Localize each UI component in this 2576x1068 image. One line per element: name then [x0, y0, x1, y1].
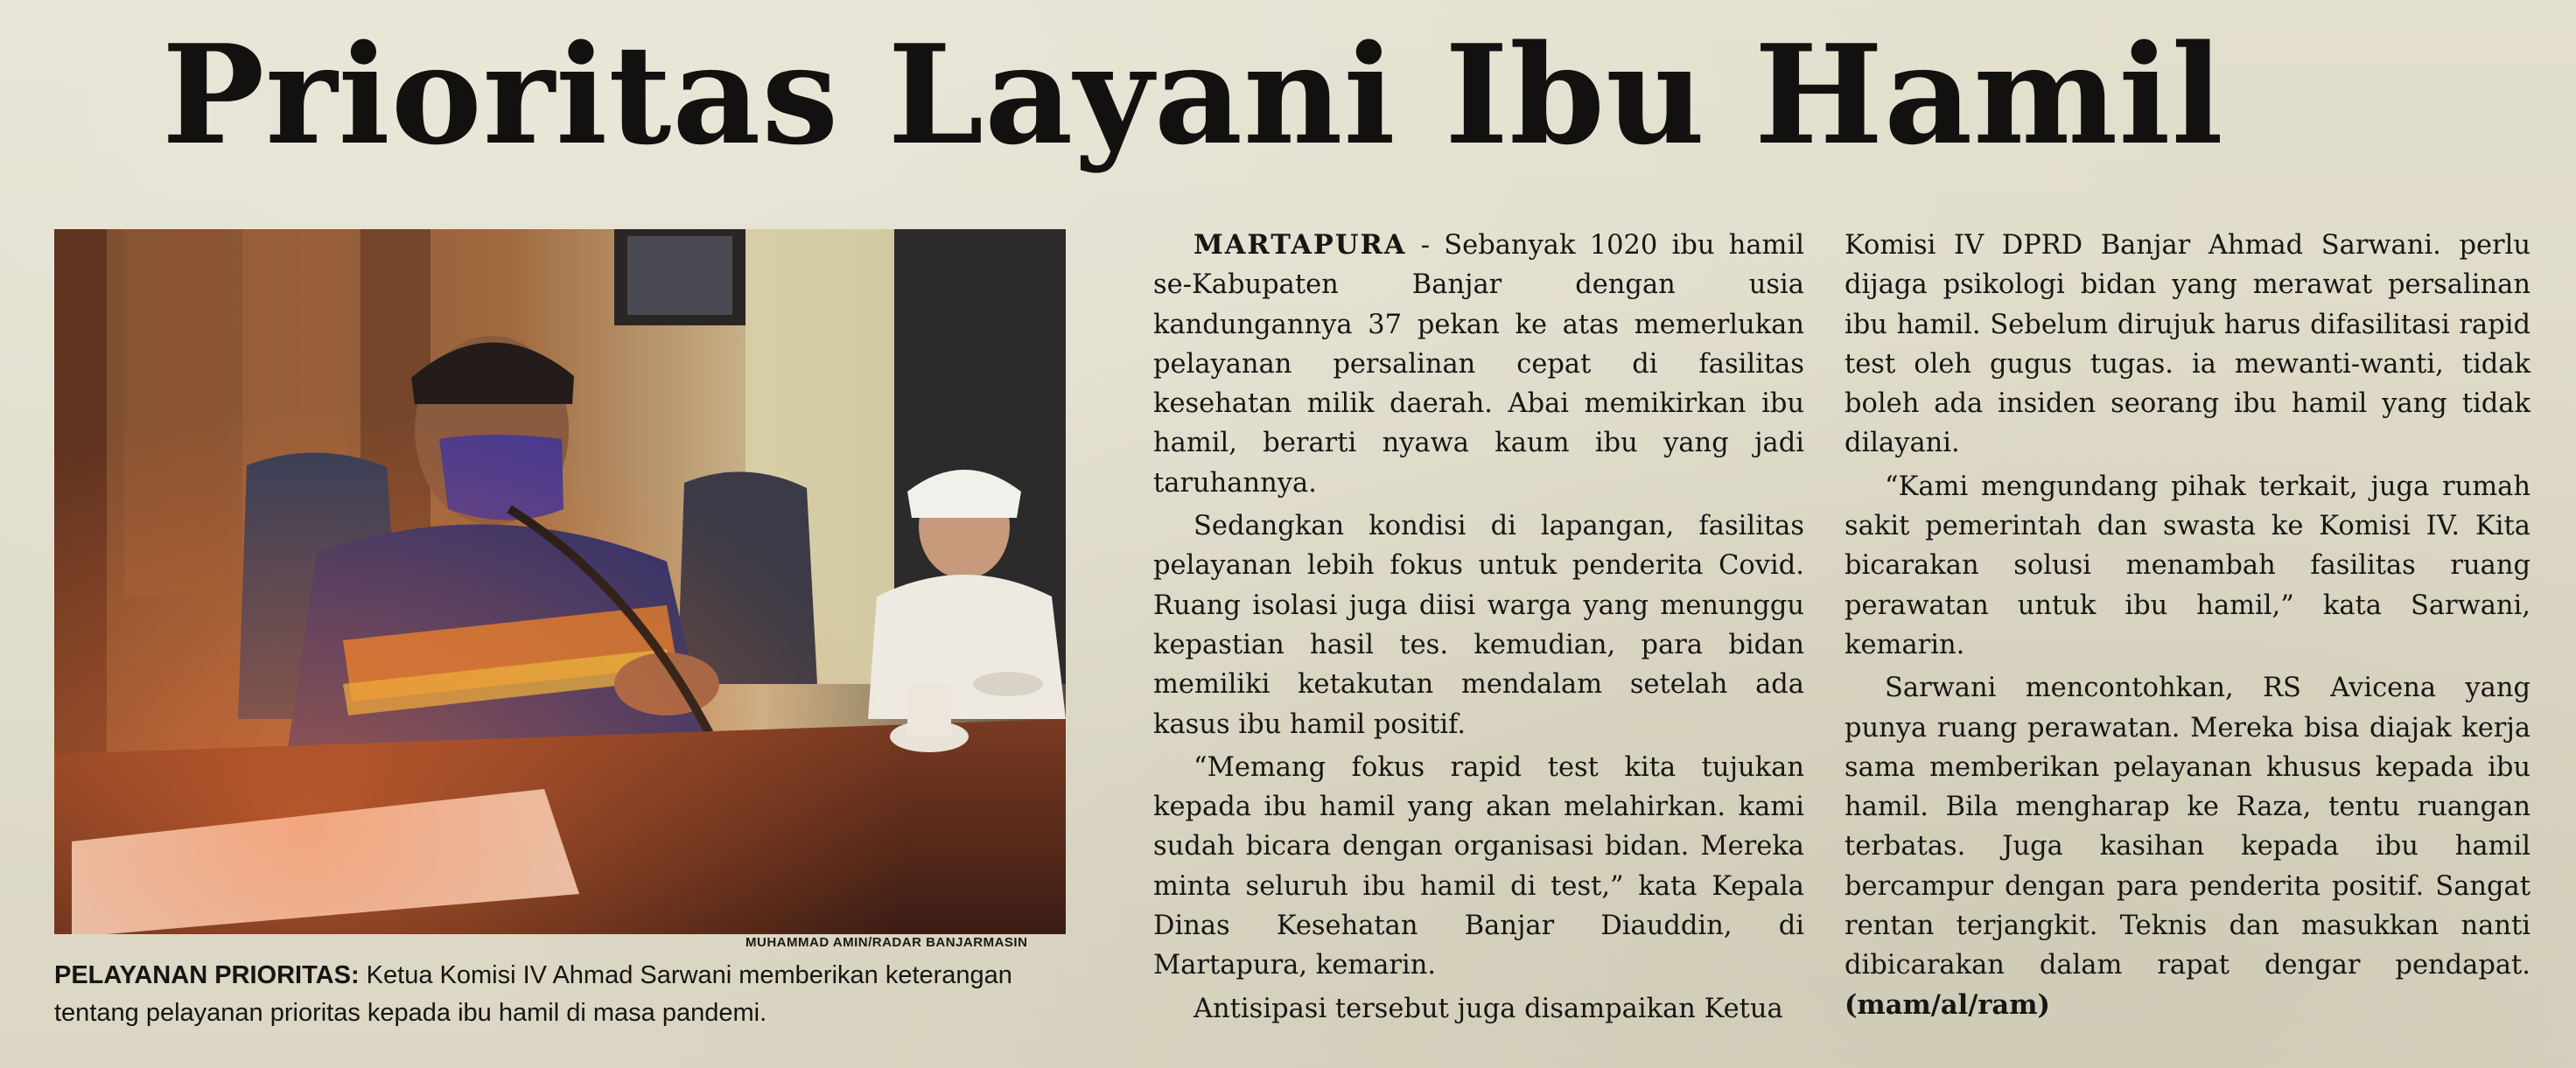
- lead-text: - Sebanyak 1020 ibu hamil se-Kabupaten Banjar dengan usia kandungannya 37 pekan ke atas memerlukan pelayanan persalinan cepat di fasilitas kesehatan milik daerah. Abai memikirkan ibu hamil, berarti nyawa kaum ibu yang jadi taruhannya.: [1153, 230, 1804, 499]
- article-column-2: [1844, 226, 2530, 1025]
- news-photo: [54, 229, 1066, 934]
- meeting-photo-illustration: [54, 229, 1066, 934]
- caption-text: Ketua Komisi IV Ahmad Sarwani memberikan keterangan tentang pelayanan prioritas kepada ibu hamil di masa pandemi.: [54, 961, 1012, 1027]
- photo-credit: MUHAMMAD AMIN/RADAR BANJARMASIN: [746, 935, 1028, 950]
- author-signature: (mam/al/ram): [1844, 988, 2050, 1021]
- article-lead-paragraph: [1153, 226, 1804, 503]
- article-paragraph-continued: Komisi IV DPRD Banjar Ahmad Sarwani. perlu dijaga psikologi bidan yang merawat persalinan ibu hamil. Sebelum dirujuk harus difasilitasi rapid test oleh gugus tugas. ia mewanti-wanti, tidak boleh ada insiden seorang ibu hamil yang tidak dilayani.: [1844, 230, 2530, 459]
- caption-label: PELAYANAN PRIORITAS:: [54, 961, 360, 989]
- paragraph-text: Sarwani mencontohkan, RS Avicena yang punya ruang perawatan. Mereka bisa diajak kerja sama memberikan pelayanan khusus kepada ibu hamil. Bila mengharap ke Raza, tentu ruangan terbatas. Juga kasihan kepada ibu hamil bercampur dengan para penderita positif. Sangat rentan terjangkit. Teknis dan masukkan nanti dibicarakan dalam rapat dengar pendapat.: [1844, 673, 2530, 981]
- article-paragraph: [1844, 668, 2530, 1025]
- article-paragraph: “Memang fokus rapid test kita tujukan kepada ibu hamil yang akan melahirkan. kami sudah bicara dengan organisasi bidan. Mereka minta seluruh ibu hamil di test,” kata Kepala Dinas Kesehatan Banjar Diauddin, di Martapura, kemarin.: [1153, 751, 1804, 981]
- article-paragraph: “Kami mengundang pihak terkait, juga rumah sakit pemerintah dan swasta ke Komisi IV. Kita bicarakan solusi menambah fasilitas ruang perawatan untuk ibu hamil,” kata Sarwani, kemarin.: [1844, 471, 2530, 660]
- dateline: MARTAPURA: [1194, 229, 1407, 261]
- article-paragraph: Antisipasi tersebut juga disampaikan Ketua: [1194, 993, 1783, 1024]
- headline: Prioritas Layani Ibu Hamil: [162, 15, 2224, 175]
- photo-caption: [54, 957, 1069, 1032]
- article-column-1: [1153, 226, 1804, 1029]
- article-paragraph: Sedangkan kondisi di lapangan, fasilitas pelayanan lebih fokus untuk penderita Covid. Ruang isolasi juga diisi warga yang menunggu kepastian hasil tes. kemudian, para bidan memiliki ketakutan mendalam setelah ada kasus ibu hamil positif.: [1153, 511, 1804, 740]
